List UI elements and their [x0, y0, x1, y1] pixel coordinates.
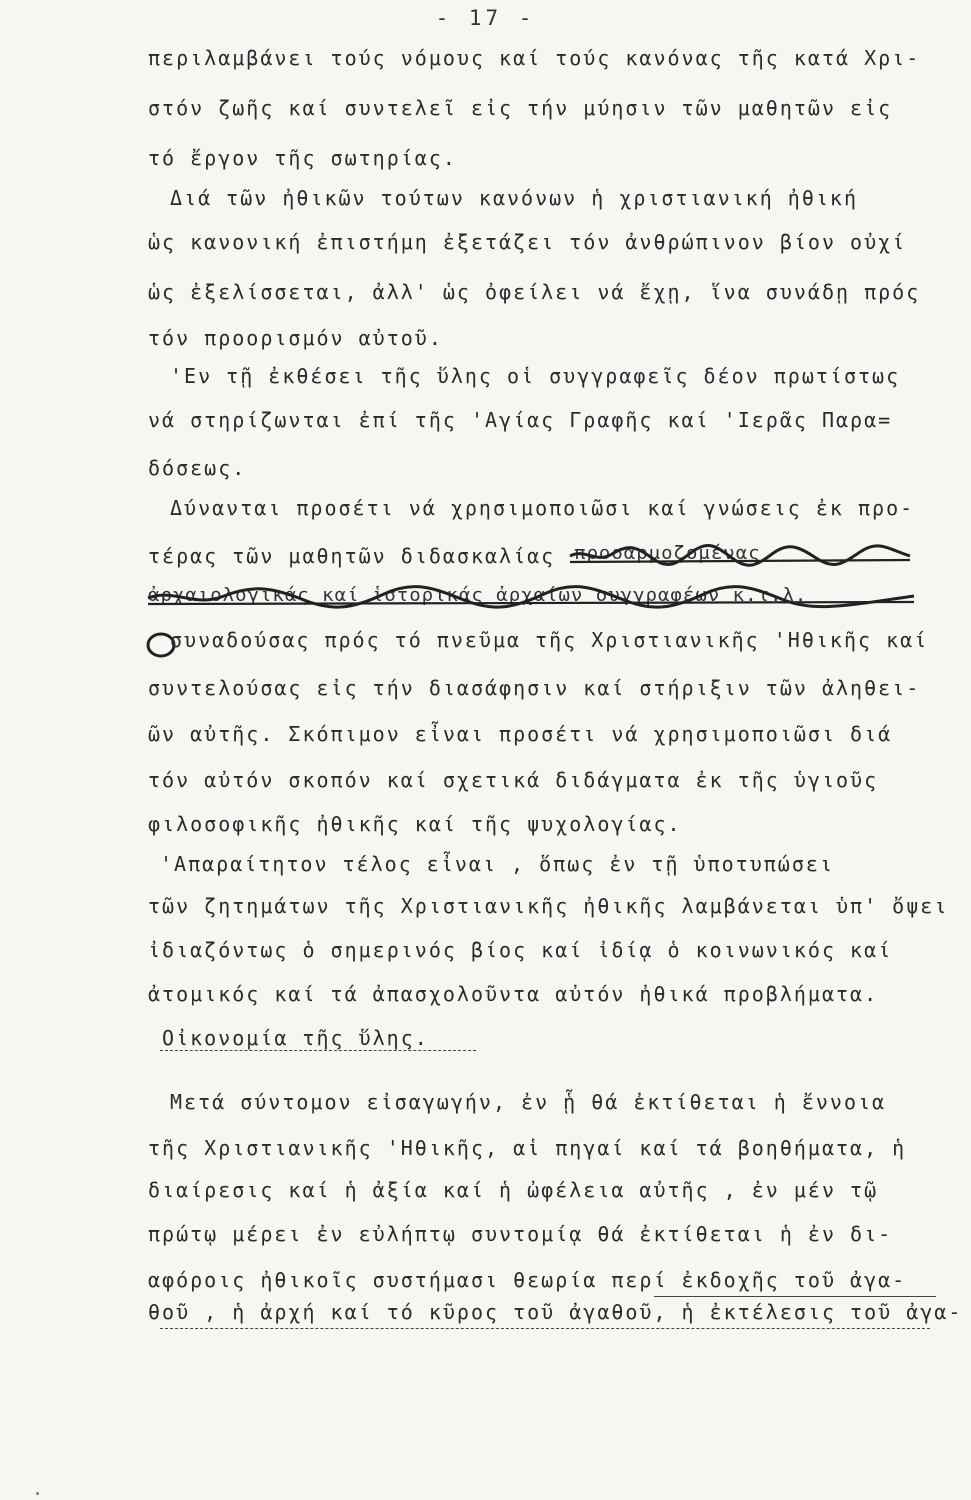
- text-line: φιλοσοφικῆς ἠθικῆς καί τῆς ψυχολογίας.: [148, 812, 682, 836]
- text-line: διαίρεσις καί ἡ ἀξία καί ἡ ὠφέλεια αὐτῆς , ἐν μέν τῷ: [148, 1178, 879, 1202]
- text-line: τέρας τῶν μαθητῶν διδασκαλίας: [148, 544, 556, 568]
- section-heading: Οἰκονομία τῆς ὕλης.: [162, 1026, 429, 1050]
- text-line: ἀτομικός καί τά ἀπασχολοῦντα αὐτόν ἠθικά προβλήματα.: [148, 982, 879, 1006]
- heading-underline: [160, 1050, 476, 1051]
- text-line: περιλαμβάνει τούς νόμους καί τούς κανόνας τῆς κατά Χρι-: [148, 46, 921, 70]
- text-line: ὡς κανονική ἐπιστήμη ἐξετάζει τόν ἀνθρώπινον βίον οὐχί: [148, 230, 907, 254]
- text-line: δόσεως.: [148, 456, 247, 480]
- text-line: τόν προορισμόν αὐτοῦ.: [148, 326, 443, 350]
- text-line: Δύνανται προσέτι νά χρησιμοποιῶσι καί γνώσεις ἐκ προ-: [170, 496, 915, 520]
- text-line: ῶν αὐτῆς. Σκόπιμον εἶναι προσέτι νά χρησιμοποιῶσι διά: [148, 722, 893, 746]
- scan-speck: [36, 1492, 39, 1495]
- text-line: τό ἔργον τῆς σωτηρίας.: [148, 146, 457, 170]
- text-line: Μετά σύντομον εἰσαγωγήν, ἐν ᾗ θά ἐκτίθεται ἡ ἔννοια: [170, 1090, 887, 1114]
- text-line: τῆς Χριστιανικῆς 'Ηθικῆς, αἱ πηγαί καί τά βοηθήματα, ἡ: [148, 1136, 907, 1160]
- text-line: στόν ζωῆς καί συντελεῖ εἰς τήν μύησιν τῶν μαθητῶν εἰς: [148, 96, 893, 120]
- text-line: τόν αὐτόν σκοπόν καί σχετικά διδάγματα ἐκ τῆς ὑγιοῦς: [148, 768, 879, 792]
- struck-text-2: ἀρχαιολογικάς καί ἱστορικάς ἀρχαίων συγγραφέων κ.τ.λ.: [148, 584, 808, 606]
- underline-mark: [654, 1296, 936, 1297]
- text-line: πρώτῳ μέρει ἐν εὐλήπτῳ συντομίᾳ θά ἐκτίθεται ἡ ἐν δι-: [148, 1222, 893, 1246]
- struck-text-1: προσαρμοζομένας: [574, 542, 761, 564]
- text-line: συντελούσας εἰς τήν διασάφησιν καί στήριξιν τῶν ἀληθει-: [148, 676, 921, 700]
- underline-mark: [160, 1328, 930, 1329]
- text-line: νά στηρίζωνται ἐπί τῆς 'Αγίας Γραφῆς καί 'Ιερᾶς Παρα=: [148, 408, 893, 432]
- text-line: συναδούσας πρός τό πνεῦμα τῆς Χριστιανικῆς 'Ηθικῆς καί: [170, 628, 929, 652]
- text-line: αφόροις ἠθικοῖς συστήμασι θεωρία περί ἐκδοχῆς τοῦ ἀγα-: [148, 1268, 907, 1292]
- strikethrough-scribble-1: [566, 538, 916, 574]
- text-line: ὡς ἐξελίσσεται, ἀλλ' ὡς ὀφείλει νά ἔχῃ, ἵνα συνάδῃ πρός: [148, 280, 921, 304]
- text-line: 'Εν τῇ ἐκθέσει τῆς ὕλης οἱ συγγραφεῖς δέον πρωτίστως: [170, 364, 901, 388]
- strikethrough-scribble-2: [144, 580, 924, 616]
- text-line: τῶν ζητημάτων τῆς Χριστιανικῆς ἠθικῆς λαμβάνεται ὑπ' ὄψει: [148, 894, 949, 918]
- page-number: - 17 -: [435, 6, 536, 30]
- text-line: θοῦ , ἡ ἀρχή καί τό κῦρος τοῦ ἀγαθοῦ, ἡ ἐκτέλεσις τοῦ ἀγα-: [148, 1300, 963, 1324]
- text-line: 'Απαραίτητον τέλος εἶναι , ὅπως ἐν τῇ ὑποτυπώσει: [160, 852, 834, 876]
- text-line: Διά τῶν ἠθικῶν τούτων κανόνων ἡ χριστιανική ἠθική: [170, 186, 859, 210]
- text-line: ἰδιαζόντως ὁ σημερινός βίος καί ἰδίᾳ ὁ κοινωνικός καί: [148, 938, 893, 962]
